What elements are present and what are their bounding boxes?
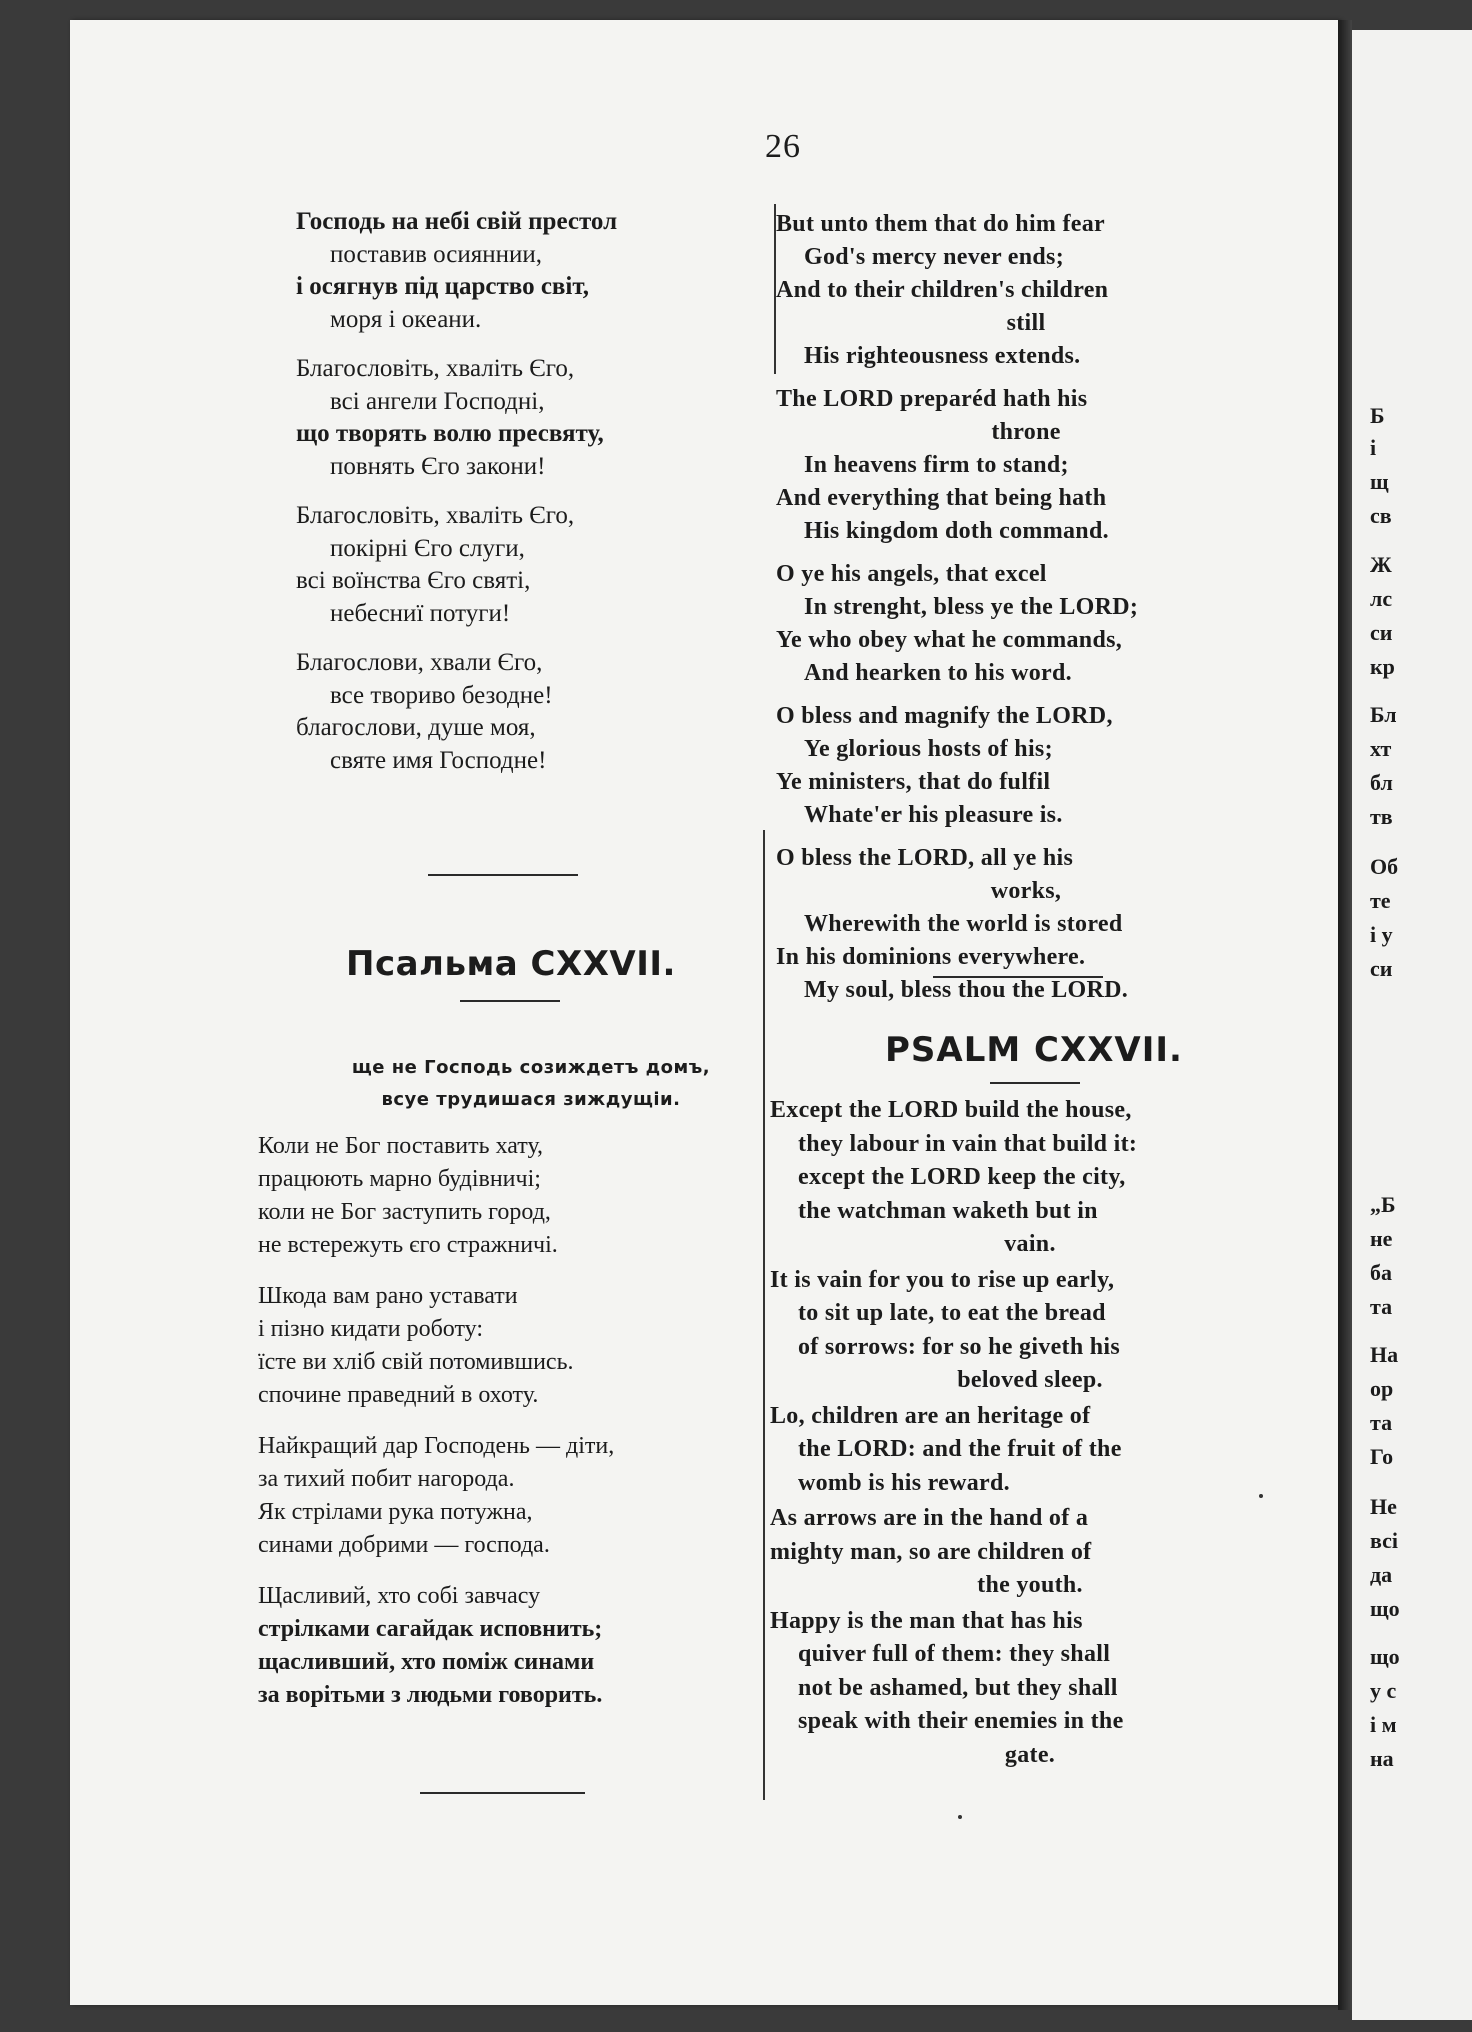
stanza [296, 647, 726, 777]
right-page-fragment: і м [1370, 1712, 1397, 1737]
right-page-fragment: Не [1370, 1494, 1397, 1519]
verse-line: святе имя Господне! [330, 746, 547, 774]
print-speck [958, 1815, 962, 1819]
verse-line: throne [991, 419, 1061, 445]
right-page-fragment: „Б [1370, 1192, 1396, 1217]
section-divider [933, 976, 1103, 978]
verse-line: As arrows are in the hand of a [770, 1505, 1089, 1531]
verse-line: і пізно кидати роботу: [258, 1316, 483, 1342]
right-page-fragment: що [1370, 1644, 1400, 1669]
stanza [776, 383, 1296, 548]
english-psalm-title: PSALM CXXVII. [885, 1030, 1183, 1070]
right-page-fragment: всі [1370, 1528, 1399, 1553]
english-psalm-text [770, 1094, 1310, 1774]
verse-line: O bless the LORD, all ye his [776, 845, 1074, 871]
right-page-fragment: Го [1370, 1444, 1394, 1469]
stanza [296, 500, 726, 630]
verse-line: що творять волю пресвяту, [296, 420, 604, 447]
stanza [258, 1280, 728, 1412]
right-page-fragment: у с [1370, 1678, 1397, 1703]
right-page-fragment: ба [1370, 1260, 1392, 1285]
verse-line: Whate'er his pleasure is. [804, 802, 1063, 828]
right-page-fragment: Об [1370, 854, 1399, 879]
verse-line: повнять Єго закони! [330, 452, 546, 480]
right-page-fragment: св [1370, 503, 1392, 528]
stanza [770, 1502, 1310, 1603]
end-divider [420, 1792, 585, 1794]
verse-line: спочине праведний в охоту. [258, 1382, 539, 1408]
verse-line: My soul, bless thou the LORD. [804, 977, 1129, 1003]
verse-line: vain. [1004, 1231, 1056, 1257]
verse-line: speak with their enemies in the [798, 1708, 1124, 1734]
verse-line: works, [990, 878, 1062, 904]
verse-line: they labour in vain that build it: [798, 1130, 1138, 1157]
verse-line: коли не Бог заступить город, [258, 1199, 551, 1225]
right-page-fragment: щ [1370, 469, 1389, 494]
verse-line: except the LORD keep the city, [798, 1164, 1126, 1190]
stanza [770, 1264, 1310, 1398]
verse-line: і осягнув під царство світ, [296, 273, 590, 300]
verse-line: за тихий побит нагорода. [258, 1466, 515, 1492]
right-page-fragment: си [1370, 956, 1393, 981]
stanza [258, 1430, 728, 1562]
right-page-fragment: що [1370, 1596, 1400, 1621]
right-page-fragment: Ж [1370, 552, 1392, 577]
epigraph-line: ще не Господь созиждетъ домъ, [351, 1057, 711, 1078]
verse-line: небесниї потуги! [330, 599, 511, 627]
right-page-fragment: тв [1370, 804, 1393, 829]
verse-line: всі воїнства Єго святі, [296, 567, 531, 594]
stanza [770, 1094, 1310, 1262]
verse-line: In his dominions everywhere. [776, 944, 1086, 970]
right-page-fragment: Б [1370, 403, 1385, 428]
column-divider [763, 830, 765, 1800]
verse-line: the watchman waketh but in [798, 1197, 1098, 1224]
verse-line: the youth. [977, 1572, 1083, 1598]
verse-line: синами добрими — господа. [258, 1532, 550, 1558]
verse-line: His kingdom doth command. [804, 518, 1109, 544]
verse-line: still [1006, 310, 1046, 336]
right-page-fragment: і [1370, 435, 1377, 460]
right-page-fragment: хт [1370, 736, 1392, 761]
verse-line: Ye ministers, that do fulfil [776, 769, 1051, 795]
verse-line: Найкращий дар Господень — діти, [258, 1433, 615, 1459]
verse-line: Благослови, хвали Єго, [296, 649, 543, 676]
verse-line: Благословіть, хваліть Єго, [296, 502, 575, 529]
right-page-fragment: на [1370, 1746, 1394, 1771]
stanza [770, 1605, 1310, 1773]
verse-line: In strenght, bless ye the LORD; [804, 594, 1139, 620]
verse-line: Благословіть, хваліть Єго, [296, 355, 575, 382]
stanza [296, 206, 726, 336]
verse-line: покірні Єго слуги, [330, 534, 525, 562]
verse-line: Як стрілами рука потужна, [258, 1499, 533, 1525]
stanza [776, 700, 1296, 832]
verse-line: щасливший, хто поміж синами [258, 1649, 595, 1675]
verse-line: And to their children's children [776, 277, 1109, 303]
stanza [296, 353, 726, 483]
verse-line: не встережуть єго стражничі. [258, 1232, 558, 1258]
verse-line: Lo, children are an heritage of [770, 1402, 1091, 1429]
verse-line: And hearken to his word. [804, 660, 1072, 686]
verse-line: And everything that being hath [776, 485, 1107, 511]
verse-line: God's mercy never ends; [804, 244, 1064, 270]
title-underline [460, 1000, 560, 1002]
verse-line: стрілками сагайдак исповнить; [258, 1616, 603, 1642]
verse-line: Коли не Бог поставить хату, [258, 1133, 544, 1159]
right-page-fragment: кр [1370, 654, 1395, 679]
right-page-fragment: не [1370, 1226, 1393, 1251]
verse-line: Wherewith the world is stored [804, 911, 1123, 937]
stanza [258, 1580, 728, 1712]
verse-line: Except the LORD build the house, [770, 1097, 1132, 1123]
ukrainian-psalm-text [258, 1130, 728, 1730]
verse-line: O bless and magnify the LORD, [776, 703, 1113, 729]
right-page-fragment: да [1370, 1562, 1393, 1587]
verse-line: Happy is the man that has his [770, 1607, 1083, 1634]
verse-line: beloved sleep. [957, 1367, 1103, 1393]
verse-line: всі ангели Господні, [330, 387, 545, 415]
epigraph-line: всуе трудишася зиждущіи. [381, 1089, 681, 1110]
ukrainian-psalm-title: Псальма CXXVII. [346, 944, 676, 984]
english-top-poem [776, 208, 1296, 1017]
section-divider [428, 874, 578, 876]
print-speck [1259, 1494, 1263, 1498]
right-page-fragment: те [1370, 888, 1391, 913]
verse-line: not be ashamed, but they shall [798, 1674, 1118, 1701]
stanza [776, 208, 1296, 373]
verse-line: O ye his angels, that excel [776, 561, 1047, 587]
ukrainian-top-poem [296, 206, 726, 794]
stanza [776, 842, 1296, 1007]
right-page-fragment: та [1370, 1410, 1393, 1435]
right-page-fragment: На [1370, 1342, 1399, 1367]
verse-line: благослови, душе моя, [296, 714, 536, 741]
verse-line: His righteousness extends. [804, 343, 1081, 369]
verse-line: Шкода вам рано уставати [258, 1283, 518, 1309]
stanza [776, 558, 1296, 690]
verse-line: Ye who obey what he commands, [776, 627, 1123, 653]
verse-line: gate. [1004, 1741, 1056, 1768]
verse-line: of sorrows: for so he giveth his [798, 1333, 1121, 1360]
verse-line: The LORD preparéd hath his [776, 386, 1088, 412]
verse-line: But unto them that do him fear [776, 211, 1106, 237]
verse-line: Господь на небі свій престол [296, 208, 618, 235]
verse-line: моря і океани. [330, 305, 482, 333]
verse-line: поставив осияннии, [330, 240, 543, 268]
verse-line: mighty man, so are children of [770, 1538, 1092, 1565]
verse-line: працюють марно будівничі; [258, 1166, 541, 1192]
stanza [258, 1130, 728, 1262]
right-page-fragment: лс [1370, 586, 1393, 611]
book-gutter [1338, 20, 1352, 2010]
stanza [770, 1400, 1310, 1501]
right-page-fragment: ор [1370, 1376, 1394, 1401]
right-page-fragment: та [1370, 1294, 1393, 1319]
verse-line: Ye glorious hosts of his; [804, 736, 1053, 762]
verse-line: to sit up late, to eat the bread [798, 1300, 1106, 1326]
verse-line: In heavens firm to stand; [804, 452, 1069, 478]
right-page-fragment: си [1370, 620, 1393, 645]
verse-line: It is vain for you to rise up early, [770, 1266, 1115, 1293]
verse-line: the LORD: and the fruit of the [798, 1436, 1122, 1462]
page-number: 26 [765, 128, 801, 165]
epigraph [296, 1052, 766, 1116]
verse-line: їсте ви хліб свій потомившись. [258, 1349, 574, 1375]
right-page-fragment: і у [1370, 922, 1393, 947]
verse-line: Щасливий, хто собі завчасу [258, 1583, 541, 1609]
right-page-fragment: бл [1370, 770, 1393, 795]
verse-line: quiver full of them: they shall [798, 1641, 1111, 1667]
verse-line: все твориво безодне! [330, 681, 553, 709]
verse-line: за ворітьми з людьми говорить. [258, 1682, 603, 1708]
right-page-fragment: Бл [1370, 702, 1397, 727]
verse-line: womb is his reward. [798, 1469, 1010, 1496]
title-underline [990, 1082, 1080, 1084]
